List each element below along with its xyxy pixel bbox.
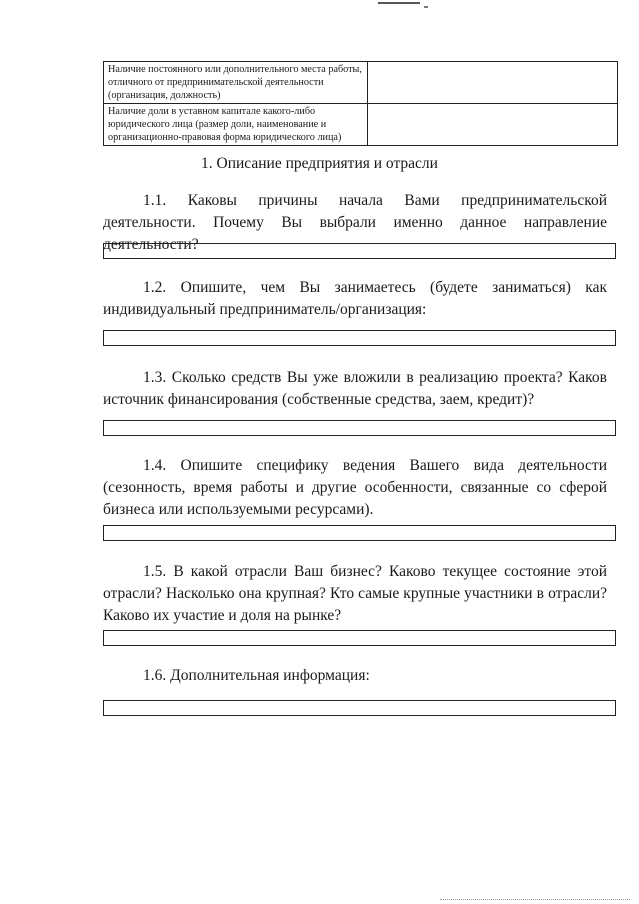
question-text: 1.5. В какой отрасли Ваш бизнес? Каково текущее состояние этой отрасли? Насколько она крупная? Кто самые крупные участники в отрасли? Каково их участие и доля на рынке? (103, 563, 607, 624)
question-1-4 (103, 455, 607, 521)
answer-field-1-1[interactable] (103, 243, 616, 259)
answer-field-1-2[interactable] (103, 330, 616, 346)
table-cell-value[interactable] (368, 62, 618, 104)
table-row (104, 62, 618, 104)
info-table (103, 61, 618, 146)
question-1-6 (103, 665, 607, 687)
table-row (104, 104, 618, 146)
table-cell-label: Наличие постоянного или дополнительного места работы, отличного от предпринимательской деятельности (организация, должность) (104, 62, 368, 104)
scan-mark (424, 6, 428, 8)
question-text: 1.3. Сколько средств Вы уже вложили в реализацию проекта? Каков источник финансирования (собственные средства, заем, кредит)? (103, 369, 607, 408)
question-text: 1.1. Каковы причины начала Вами предпринимательской деятельности. Почему Вы выбрали именно данное направление деятельности? (103, 192, 607, 253)
table-cell-label: Наличие доли в уставном капитале какого-либо юридического лица (размер доли, наименование и организационно-правовая форма юридического лица) (104, 104, 368, 146)
answer-field-1-6[interactable] (103, 700, 616, 716)
scan-mark (378, 2, 420, 4)
question-1-2 (103, 277, 607, 321)
question-text: 1.6. Дополнительная информация: (143, 667, 370, 684)
scan-mark (440, 899, 630, 901)
question-text: 1.2. Опишите, чем Вы занимаетесь (будете заниматься) как индивидуальный предприниматель/организация: (103, 279, 607, 318)
section-title: 1. Описание предприятия и отрасли (201, 155, 438, 172)
answer-field-1-5[interactable] (103, 630, 616, 646)
question-text: 1.4. Опишите специфику ведения Вашего вида деятельности (сезонность, время работы и другие особенности, связанные со сферой бизнеса или используемыми ресурсами). (103, 457, 607, 518)
table-cell-value[interactable] (368, 104, 618, 146)
answer-field-1-4[interactable] (103, 525, 616, 541)
question-1-3 (103, 367, 607, 411)
answer-field-1-3[interactable] (103, 420, 616, 436)
question-1-5 (103, 561, 607, 627)
